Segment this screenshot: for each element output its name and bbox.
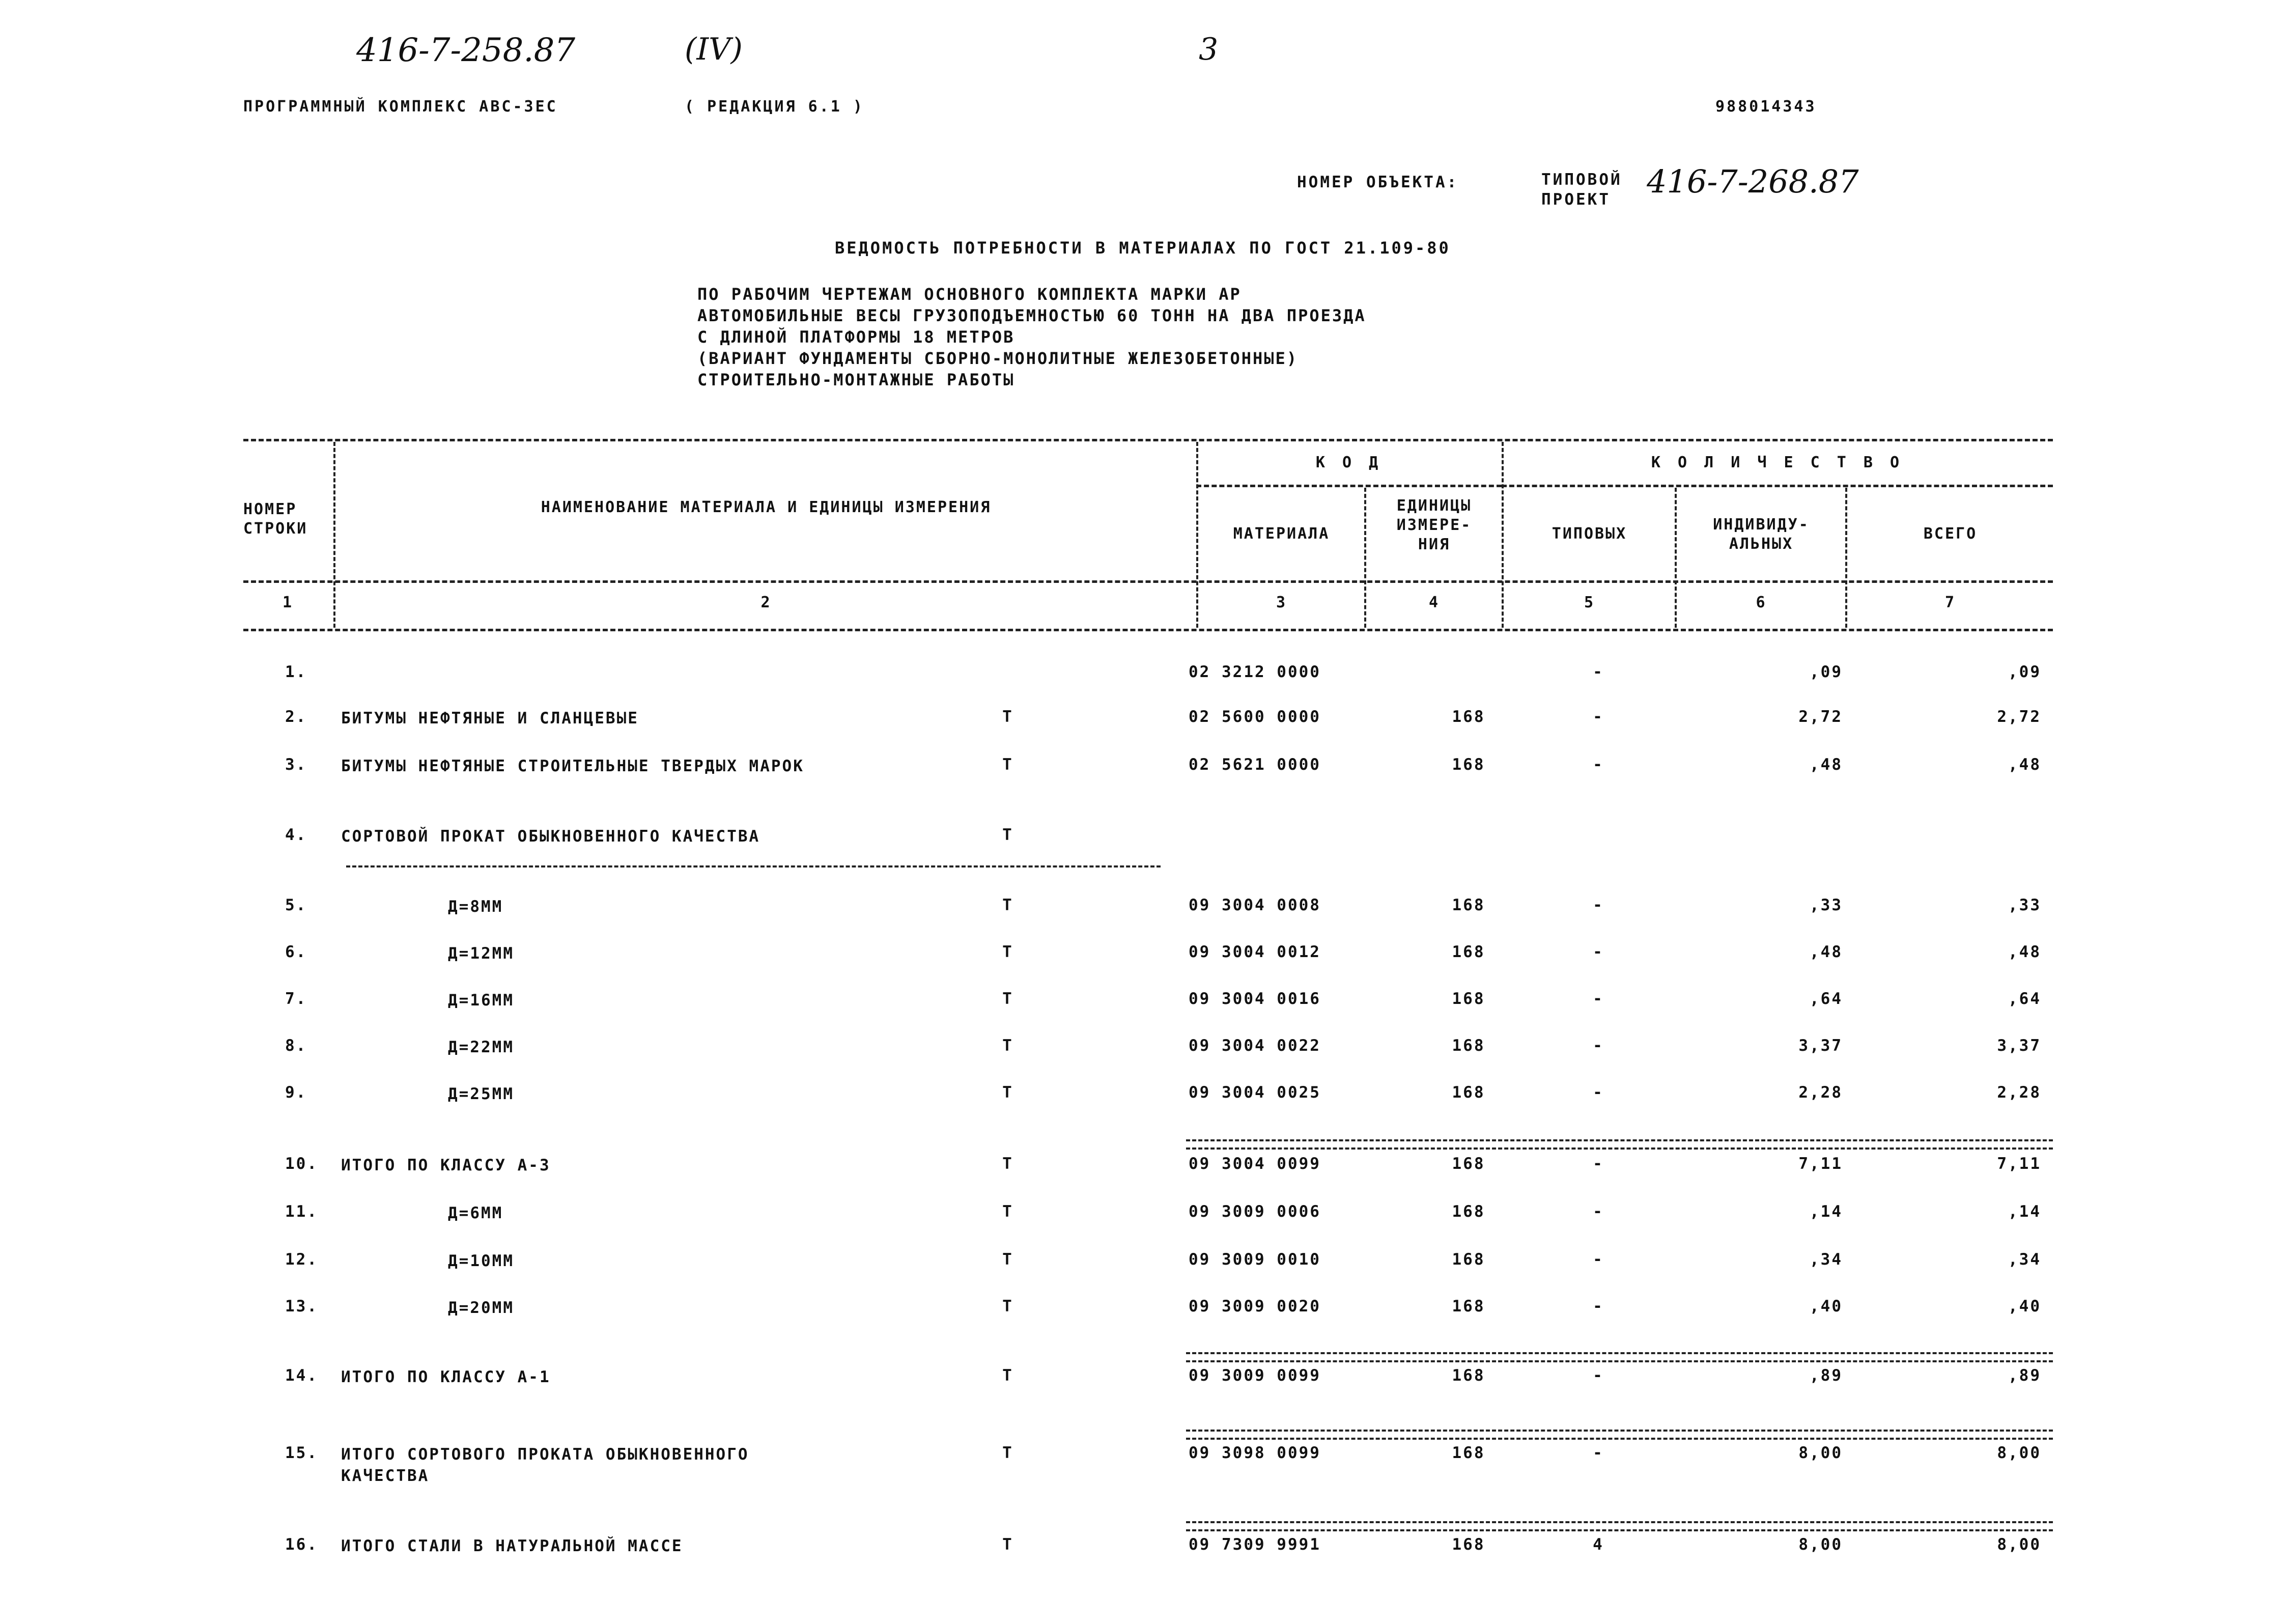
unit-of-measure: Т	[1002, 708, 1013, 726]
quantity-typical: -	[1593, 1083, 1604, 1102]
column-header-unit-code: ЕДИНИЦЫ ИЗМЕРЕ- НИЯ	[1396, 497, 1472, 553]
quantity-typical: -	[1593, 1297, 1604, 1315]
header-separator	[1364, 488, 1366, 628]
material-name: ИТОГО СОРТОВОГО ПРОКАТА ОБЫКНОВЕННОГО КАЧЕСТВА	[341, 1445, 749, 1485]
unit-of-measure: Т	[1002, 1083, 1013, 1102]
row-number: 5.	[285, 896, 307, 914]
material-name: Д=25ММ	[448, 1085, 514, 1103]
quantity-typical: -	[1593, 755, 1604, 774]
material-name: БИТУМЫ НЕФТЯНЫЕ И СЛАНЦЕВЫЕ	[341, 709, 639, 727]
quantity-typical: -	[1593, 1366, 1604, 1385]
object-type-line2: ПРОЕКТ	[1541, 190, 1611, 209]
unit-code: 168	[1452, 1037, 1485, 1055]
header-separator	[1675, 488, 1677, 628]
column-header-material-code: МАТЕРИАЛА	[1233, 525, 1330, 543]
header-separator	[1845, 488, 1847, 628]
subtotal-separator	[1186, 1521, 2053, 1531]
quantity-total: ,33	[2008, 896, 2041, 914]
quantity-individual: 8,00	[1798, 1535, 1843, 1554]
quantity-total: 7,11	[1997, 1155, 2041, 1173]
header-bottom-rule	[243, 580, 2053, 583]
program-name: ПРОГРАММНЫЙ КОМПЛЕКС АВС-ЗЕС	[243, 98, 558, 116]
description-line: СТРОИТЕЛЬНО-МОНТАЖНЫЕ РАБОТЫ	[697, 370, 1015, 389]
subtotal-separator	[1186, 1139, 2053, 1150]
material-code: 09 3009 0006	[1189, 1202, 1321, 1221]
quantity-total: 8,00	[1997, 1444, 2041, 1462]
column-number: 1	[282, 594, 294, 611]
material-name: Д=8ММ	[448, 898, 503, 916]
unit-code: 168	[1452, 1202, 1485, 1221]
quantity-individual: ,89	[1810, 1366, 1843, 1385]
unit-code: 168	[1452, 1155, 1485, 1173]
unit-of-measure: Т	[1002, 826, 1013, 844]
quantity-typical: -	[1593, 1202, 1604, 1221]
column-header-typical: ТИПОВЫХ	[1552, 525, 1627, 543]
unit-code: 168	[1452, 896, 1485, 914]
material-code: 09 3009 0010	[1189, 1250, 1321, 1269]
unit-code: 168	[1452, 1535, 1485, 1554]
quantity-individual: 2,28	[1798, 1083, 1843, 1102]
quantity-typical: -	[1593, 663, 1604, 681]
row-number: 6.	[285, 943, 307, 961]
column-group-code: К О Д	[1315, 454, 1383, 471]
material-code: 09 3004 0008	[1189, 896, 1321, 914]
quantity-total: 3,37	[1997, 1037, 2041, 1055]
unit-code: 168	[1452, 1366, 1485, 1385]
material-name: ИТОГО СТАЛИ В НАТУРАЛЬНОЙ МАССЕ	[341, 1537, 683, 1555]
row-number: 3.	[285, 755, 307, 774]
handwritten-volume-mark: (IV)	[685, 32, 743, 67]
quantity-total: ,48	[2008, 943, 2041, 961]
quantity-individual: 8,00	[1798, 1444, 1843, 1462]
row-number: 12.	[285, 1250, 318, 1269]
subtotal-separator	[1186, 1430, 2053, 1440]
material-code: 09 3009 0099	[1189, 1366, 1321, 1385]
row-number: 14.	[285, 1366, 318, 1385]
quantity-individual: ,14	[1810, 1202, 1843, 1221]
column-number: 4	[1428, 594, 1440, 611]
material-code: 09 7309 9991	[1189, 1535, 1321, 1554]
material-name: Д=16ММ	[448, 991, 514, 1010]
quantity-individual: ,33	[1810, 896, 1843, 914]
document-title: ВЕДОМОСТЬ ПОТРЕБНОСТИ В МАТЕРИАЛАХ ПО ГОСТ 21.109-80	[835, 238, 1451, 258]
unit-code: 168	[1452, 990, 1485, 1008]
row-number: 15.	[285, 1444, 318, 1462]
unit-code: 168	[1452, 755, 1485, 774]
unit-of-measure: Т	[1002, 943, 1013, 961]
header-separator	[333, 442, 335, 628]
material-code: 09 3004 0012	[1189, 943, 1321, 961]
row-number: 2.	[285, 708, 307, 726]
unit-code: 168	[1452, 1297, 1485, 1315]
unit-of-measure: Т	[1002, 990, 1013, 1008]
material-name: ИТОГО ПО КЛАССУ А-3	[341, 1156, 551, 1174]
quantity-individual: ,64	[1810, 990, 1843, 1008]
row-number: 4.	[285, 826, 307, 844]
unit-of-measure: Т	[1002, 1297, 1013, 1315]
quantity-individual: 7,11	[1798, 1155, 1843, 1173]
code-group-rule	[1196, 485, 1502, 487]
quantity-typical: -	[1593, 708, 1604, 726]
table-top-rule	[243, 439, 2053, 441]
quantity-typical: -	[1593, 1037, 1604, 1055]
material-code: 09 3004 0022	[1189, 1037, 1321, 1055]
row-number: 8.	[285, 1037, 307, 1055]
unit-of-measure: Т	[1002, 1037, 1013, 1055]
unit-of-measure: Т	[1002, 1535, 1013, 1554]
material-name: Д=12ММ	[448, 944, 514, 963]
quantity-typical: -	[1593, 896, 1604, 914]
unit-code: 168	[1452, 708, 1485, 726]
description-line: (ВАРИАНТ ФУНДАМЕНТЫ СБОРНО-МОНОЛИТНЫЕ ЖЕЛЕЗОБЕТОННЫЕ)	[697, 349, 1299, 368]
column-number: 6	[1756, 594, 1767, 611]
column-number: 3	[1276, 594, 1287, 611]
material-code: 09 3098 0099	[1189, 1444, 1321, 1462]
material-code: 09 3004 0099	[1189, 1155, 1321, 1173]
description-line: С ДЛИНОЙ ПЛАТФОРМЫ 18 МЕТРОВ	[697, 327, 1015, 347]
quantity-individual: ,40	[1810, 1297, 1843, 1315]
row-number: 1.	[285, 663, 307, 681]
description-line: ПО РАБОЧИМ ЧЕРТЕЖАМ ОСНОВНОГО КОМПЛЕКТА МАРКИ АР	[697, 285, 1242, 304]
quantity-typical: -	[1593, 1444, 1604, 1462]
material-code: 09 3004 0016	[1189, 990, 1321, 1008]
material-name: БИТУМЫ НЕФТЯНЫЕ СТРОИТЕЛЬНЫЕ ТВЕРДЫХ МАРОК	[341, 757, 804, 775]
unit-of-measure: Т	[1002, 1250, 1013, 1269]
quantity-total: ,89	[2008, 1366, 2041, 1385]
quantity-total: ,48	[2008, 755, 2041, 774]
quantity-individual: 3,37	[1798, 1037, 1843, 1055]
object-number-label: НОМЕР ОБЪЕКТА:	[1297, 173, 1459, 191]
column-number: 5	[1584, 594, 1595, 611]
numbers-bottom-rule	[243, 629, 2053, 631]
row-number: 16.	[285, 1535, 318, 1554]
unit-of-measure: Т	[1002, 896, 1013, 914]
material-name: ИТОГО ПО КЛАССУ А-1	[341, 1368, 551, 1386]
unit-code: 168	[1452, 943, 1485, 961]
unit-of-measure: Т	[1002, 1444, 1013, 1462]
quantity-total: ,34	[2008, 1250, 2041, 1269]
quantity-typical: -	[1593, 1250, 1604, 1269]
quantity-total: ,64	[2008, 990, 2041, 1008]
row-number: 10.	[285, 1155, 318, 1173]
material-code: 02 3212 0000	[1189, 663, 1321, 681]
program-edition: ( РЕДАКЦИЯ 6.1 )	[685, 98, 864, 116]
material-name: Д=6ММ	[448, 1204, 503, 1222]
quantity-individual: ,48	[1810, 943, 1843, 961]
document-number: 988014343	[1715, 98, 1817, 116]
description-line: АВТОМОБИЛЬНЫЕ ВЕСЫ ГРУЗОПОДЪЕМНОСТЬЮ 60 ТОНН НА ДВА ПРОЕЗДА	[697, 306, 1366, 325]
column-header-material-name: НАИМЕНОВАНИЕ МАТЕРИАЛА И ЕДИНИЦЫ ИЗМЕРЕНИЯ	[541, 498, 992, 516]
unit-of-measure: Т	[1002, 755, 1013, 774]
handwritten-object-code: 416-7-268.87	[1647, 163, 1859, 200]
unit-code: 168	[1452, 1083, 1485, 1102]
quantity-typical: 4	[1593, 1535, 1604, 1554]
quantity-individual: ,09	[1810, 663, 1843, 681]
quantity-typical: -	[1593, 1155, 1604, 1173]
quantity-individual: ,34	[1810, 1250, 1843, 1269]
material-code: 09 3004 0025	[1189, 1083, 1321, 1102]
quantity-individual: ,48	[1810, 755, 1843, 774]
handwritten-project-code: 416-7-258.87	[356, 32, 576, 69]
row-number: 13.	[285, 1297, 318, 1315]
material-name: СОРТОВОЙ ПРОКАТ ОБЫКНОВЕННОГО КАЧЕСТВА	[341, 827, 760, 846]
material-code: 02 5600 0000	[1189, 708, 1321, 726]
row-number: 11.	[285, 1202, 318, 1221]
quantity-total: 2,72	[1997, 708, 2041, 726]
quantity-total: 8,00	[1997, 1535, 2041, 1554]
material-code: 02 5621 0000	[1189, 755, 1321, 774]
unit-code: 168	[1452, 1444, 1485, 1462]
quantity-total: ,09	[2008, 663, 2041, 681]
quantity-total: ,14	[2008, 1202, 2041, 1221]
unit-of-measure: Т	[1002, 1202, 1013, 1221]
column-header-individual: ИНДИВИДУ- АЛЬНЫХ	[1713, 516, 1810, 553]
unit-of-measure: Т	[1002, 1366, 1013, 1385]
section-underline	[346, 865, 1161, 867]
quantity-group-rule	[1502, 485, 2053, 487]
column-header-row-number: НОМЕР СТРОКИ	[243, 500, 308, 538]
object-type-line1: ТИПОВОЙ	[1541, 171, 1622, 189]
quantity-total: ,40	[2008, 1297, 2041, 1315]
column-group-quantity: К О Л И Ч Е С Т В О	[1651, 454, 1904, 471]
row-number: 7.	[285, 990, 307, 1008]
subtotal-separator	[1186, 1352, 2053, 1362]
unit-of-measure: Т	[1002, 1155, 1013, 1173]
row-number: 9.	[285, 1083, 307, 1102]
column-header-total: ВСЕГО	[1923, 525, 1978, 543]
material-code: 09 3009 0020	[1189, 1297, 1321, 1315]
page-number: 3	[1199, 32, 1219, 67]
material-name: Д=22ММ	[448, 1038, 514, 1056]
quantity-total: 2,28	[1997, 1083, 2041, 1102]
column-number: 2	[760, 594, 772, 611]
quantity-individual: 2,72	[1798, 708, 1843, 726]
quantity-typical: -	[1593, 943, 1604, 961]
column-number: 7	[1944, 594, 1956, 611]
unit-code: 168	[1452, 1250, 1485, 1269]
material-name: Д=20ММ	[448, 1299, 514, 1317]
quantity-typical: -	[1593, 990, 1604, 1008]
material-name: Д=10ММ	[448, 1252, 514, 1270]
